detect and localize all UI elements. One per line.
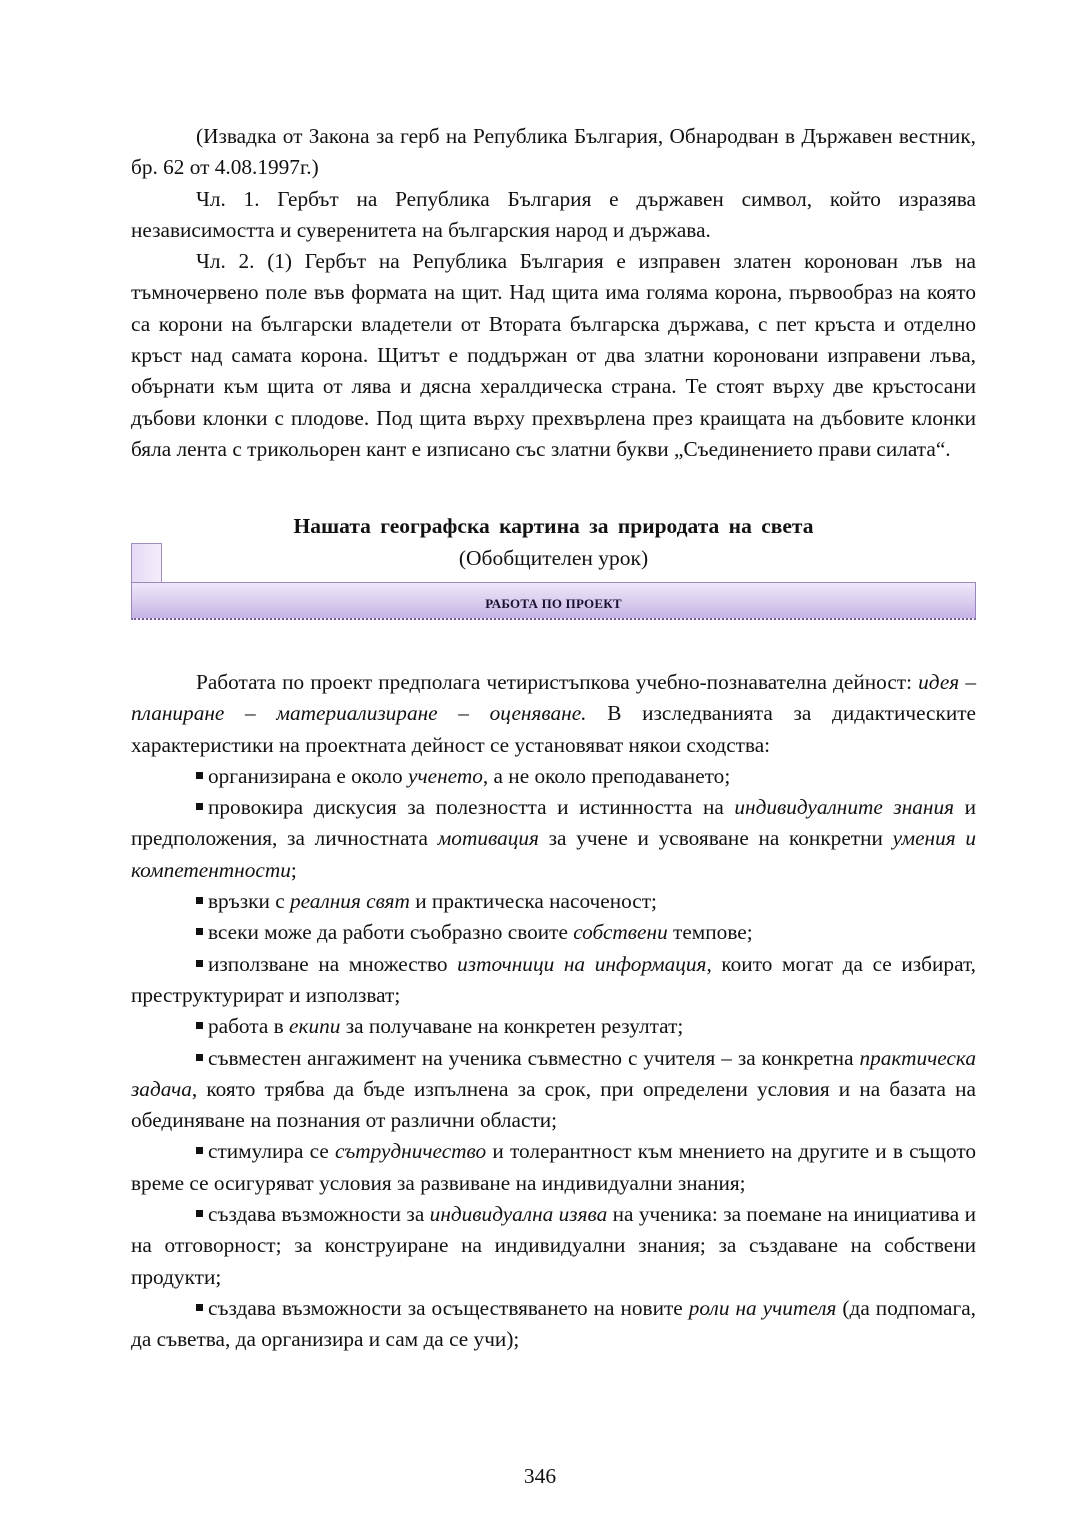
list-item: съвместен ангажимент на ученика съвместно с учителя – за конкретна практическа задача, която трябва да бъде изпълнена за срок, при определени условия и на базата на обединяване на познания от различни области; <box>131 1045 976 1133</box>
bullet-icon <box>196 803 203 810</box>
list-item: работа в екипи за получаване на конкретен резултат; <box>131 1011 976 1042</box>
list-item: стимулира се сътрудничество и толерантност към мнението на другите и в същото време се осигуряват условия за развиване на индивидуални знания; <box>131 1139 976 1195</box>
bullet-icon <box>196 1304 203 1311</box>
bullet-icon <box>196 772 203 779</box>
law-article-2: Чл. 2. (1) Гербът на Република България е изправен златен коронован лъв на тъмночервено поле във формата на щит. Над щита има голяма корона, първообраз на която са корони на български владетели от Втората българска държава, с пет кръста и отделно кръст над самата корона. Щитът е поддържан от два златни коронoвани изправени лъва, обърнати към щита от лява и дясна хералдическа страна. Те стоят върху две кръстосани дъбови клонки с плодове. Под щита върху прехвърлена през краищата на дъбовите клонки бяла лента с трикольорен кант е изписано със златни букви „Съединението прави силата“. <box>131 249 976 461</box>
section-banner <box>131 582 976 620</box>
lesson-subtitle: (Обобщителен урок) <box>458 546 649 570</box>
bullet-icon <box>196 1147 203 1154</box>
law-article-1: Чл. 1. Гербът на Република България е държавен символ, който изразява независимостта и суверенитета на българския народ и държава. <box>131 186 976 242</box>
body-text-block <box>131 667 976 1356</box>
page-number: 346 <box>523 1464 557 1488</box>
decorative-bracket <box>131 543 162 584</box>
list-item: провокира дискусия за полезността и истинността на индивидуалните знания и предположения, за личностната мотивация за учене и усвояване на конкретни умения и компетентности; <box>131 795 977 882</box>
intro-paragraph: Работата по проект предполага четиристъпкова учебно-познавателна дейност: идея – планиране – материализиране – оценяване. В изследванията за дидактическите характеристики на проектната дейност се установяват някои сходства: <box>131 670 977 757</box>
bullet-icon <box>196 1054 203 1061</box>
list-item: създава възможности за индивидуална изява на ученика: за поемане на инициатива и на отговорност; за конструиране на индивидуални знания; за създаване на собствени продукти; <box>131 1202 976 1289</box>
list-item: използване на множество източници на информация, които могат да се избират, преструктурират и използват; <box>131 951 976 1007</box>
list-item: създава възможности за осъществяването на новите роли на учителя (да подпомага, да съветва, да организира и сам да се учи); <box>131 1295 976 1352</box>
top-text-block <box>131 121 976 465</box>
list-item: организирана е около ученето, а не около преподаването; <box>131 761 976 792</box>
bullet-icon <box>196 928 203 935</box>
bullet-icon <box>196 897 203 904</box>
lesson-title: Нашата географска картина за природата на света <box>293 514 814 538</box>
law-excerpt-note: (Извадка от Закона за герб на Република България, Обнародван в Държавен вестник, бр. 62 от 4.08.1997г.) <box>131 124 976 180</box>
section-banner-label: РАБОТА ПО ПРОЕКТ <box>485 596 622 611</box>
list-item: връзки с реалния свят и практическа насоченост; <box>131 886 976 917</box>
bullet-icon <box>196 960 203 967</box>
bullet-icon <box>196 1210 203 1217</box>
list-item: всеки може да работи съобразно своите собствени темпове; <box>131 917 976 948</box>
bullet-icon <box>196 1022 203 1029</box>
